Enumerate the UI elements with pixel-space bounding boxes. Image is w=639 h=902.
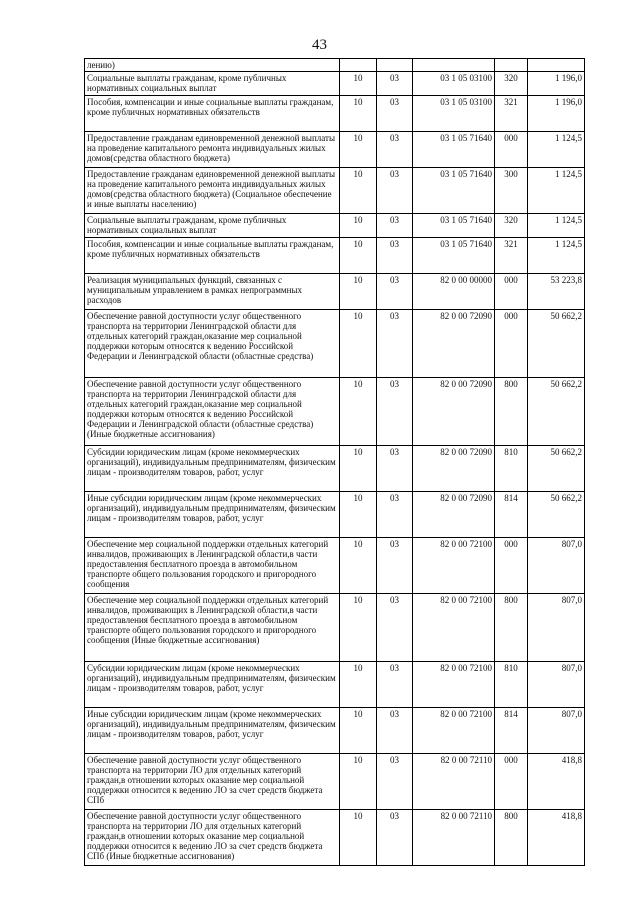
row-amount: 1 196,0: [528, 72, 585, 96]
row-type: 000: [495, 538, 528, 594]
row-section: 10: [340, 96, 377, 132]
row-amount: 53 223,8: [528, 274, 585, 310]
row-subsection: 03: [377, 810, 413, 866]
row-section: 10: [340, 662, 377, 708]
row-section: 10: [340, 132, 377, 168]
row-target: 03 1 05 71640: [413, 238, 495, 274]
row-subsection: 03: [377, 96, 413, 132]
row-target: 82 0 00 72100: [413, 538, 495, 594]
row-section: 10: [340, 378, 377, 446]
row-name: Социальные выплаты гражданам, кроме публичных нормативных социальных выплат: [85, 72, 340, 96]
row-target: 82 0 00 72110: [413, 754, 495, 810]
row-target: 82 0 00 72110: [413, 810, 495, 866]
row-subsection: 03: [377, 72, 413, 96]
row-type: 000: [495, 310, 528, 378]
row-type: [495, 59, 528, 72]
row-name: Иные субсидии юридическим лицам (кроме некоммерческих организаций), индивидуальным предпринимателям, физическим лицам - производителям товаров, работ, услуг: [85, 492, 340, 538]
row-section: 10: [340, 594, 377, 662]
row-amount: 1 124,5: [528, 168, 585, 214]
row-type: 000: [495, 132, 528, 168]
budget-table-body: [85, 59, 585, 866]
row-section: 10: [340, 214, 377, 238]
row-subsection: 03: [377, 446, 413, 492]
row-type: 000: [495, 274, 528, 310]
row-type: 000: [495, 754, 528, 810]
row-target: 03 1 05 71640: [413, 132, 495, 168]
row-amount: 807,0: [528, 662, 585, 708]
row-name: Обеспечение мер социальной поддержки отдельных категорий инвалидов, проживающих в Ленинградской области,в части предоставления бесплатного проезда в автомобильном транспорте общего пользования городского и пригородного сообщения: [85, 538, 340, 594]
row-amount: 1 124,5: [528, 238, 585, 274]
row-section: 10: [340, 274, 377, 310]
row-name: Обеспечение равной доступности услуг общественного транспорта на территории Ленинградской области для отдельных категорий граждан,оказание мер социальной поддержки которым относятся к ведению Российской Федерации и Ленинградской области (областные средства): [85, 310, 340, 378]
table-row: [85, 238, 585, 274]
row-amount: 1 124,5: [528, 214, 585, 238]
row-subsection: 03: [377, 594, 413, 662]
row-amount: 50 662,2: [528, 446, 585, 492]
row-type: 300: [495, 168, 528, 214]
row-type: 321: [495, 238, 528, 274]
row-target: 03 1 05 03100: [413, 72, 495, 96]
row-name: Социальные выплаты гражданам, кроме публичных нормативных социальных выплат: [85, 214, 340, 238]
row-subsection: 03: [377, 238, 413, 274]
row-name: Обеспечение равной доступности услуг общественного транспорта на территории Ленинградской области для отдельных категорий граждан,оказание мер социальной поддержки которым относятся к ведению Российской Федерации и Ленинградской области (областные средства) (Иные бюджетные ассигнования): [85, 378, 340, 446]
row-subsection: 03: [377, 310, 413, 378]
row-section: 10: [340, 538, 377, 594]
row-type: 814: [495, 492, 528, 538]
row-subsection: 03: [377, 492, 413, 538]
table-row: [85, 96, 585, 132]
row-type: 320: [495, 214, 528, 238]
page-number: 43: [312, 37, 327, 53]
row-type: 810: [495, 446, 528, 492]
row-name: Реализация муниципальных функций, связанных с муниципальным управлением в рамках непрограммных расходов: [85, 274, 340, 310]
row-subsection: 03: [377, 754, 413, 810]
row-subsection: 03: [377, 538, 413, 594]
row-target: 82 0 00 72090: [413, 378, 495, 446]
table-row: [85, 214, 585, 238]
row-name: Обеспечение равной доступности услуг общественного транспорта на территории ЛО для отдельных категорий граждан,в отношении которых оказание мер социальной поддержки относится к ведению ЛО за счет средств бюджета СПб: [85, 754, 340, 810]
row-target: 82 0 00 72090: [413, 446, 495, 492]
row-target: 82 0 00 72090: [413, 310, 495, 378]
row-subsection: 03: [377, 274, 413, 310]
row-target: 82 0 00 72100: [413, 662, 495, 708]
row-section: 10: [340, 810, 377, 866]
row-name: лению): [85, 59, 340, 72]
row-name: Предоставление гражданам единовременной денежной выплаты на проведение капитального ремонта индивидуальных жилых домов(средства областного бюджета): [85, 132, 340, 168]
row-section: 10: [340, 238, 377, 274]
row-section: 10: [340, 72, 377, 96]
row-amount: 1 124,5: [528, 132, 585, 168]
table-row: [85, 754, 585, 810]
row-name: Обеспечение равной доступности услуг общественного транспорта на территории ЛО для отдельных категорий граждан,в отношении которых оказание мер социальной поддержки относится к ведению ЛО за счет средств бюджета СПб (Иные бюджетные ассигнования): [85, 810, 340, 866]
row-amount: 807,0: [528, 538, 585, 594]
row-subsection: 03: [377, 132, 413, 168]
table-row: [85, 594, 585, 662]
row-type: 800: [495, 810, 528, 866]
row-type: 814: [495, 708, 528, 754]
row-amount: 50 662,2: [528, 492, 585, 538]
row-section: 10: [340, 492, 377, 538]
row-subsection: 03: [377, 168, 413, 214]
row-subsection: 03: [377, 662, 413, 708]
row-subsection: [377, 59, 413, 72]
row-name: Обеспечение мер социальной поддержки отдельных категорий инвалидов, проживающих в Ленинградской области,в части предоставления бесплатного проезда в автомобильном транспорте общего пользования городского и пригородного сообщения (Иные бюджетные ассигнования): [85, 594, 340, 662]
table-row: [85, 132, 585, 168]
row-target: 82 0 00 72090: [413, 492, 495, 538]
row-amount: 50 662,2: [528, 378, 585, 446]
row-type: 320: [495, 72, 528, 96]
table-row: [85, 72, 585, 96]
row-section: 10: [340, 446, 377, 492]
row-name: Иные субсидии юридическим лицам (кроме некоммерческих организаций), индивидуальным предпринимателям, физическим лицам - производителям товаров, работ, услуг: [85, 708, 340, 754]
row-subsection: 03: [377, 214, 413, 238]
table-row: [85, 810, 585, 866]
row-target: 03 1 05 71640: [413, 214, 495, 238]
table-row: [85, 168, 585, 214]
row-section: 10: [340, 708, 377, 754]
row-amount: 50 662,2: [528, 310, 585, 378]
row-amount: 807,0: [528, 708, 585, 754]
row-type: 321: [495, 96, 528, 132]
row-amount: 418,8: [528, 754, 585, 810]
row-target: 03 1 05 03100: [413, 96, 495, 132]
row-section: 10: [340, 310, 377, 378]
row-name: Пособия, компенсации и иные социальные выплаты гражданам, кроме публичных нормативных обязательств: [85, 238, 340, 274]
table-row: [85, 492, 585, 538]
row-section: 10: [340, 754, 377, 810]
row-subsection: 03: [377, 378, 413, 446]
row-name: Субсидии юридическим лицам (кроме некоммерческих организаций), индивидуальным предпринимателям, физическим лицам - производителям товаров, работ, услуг: [85, 662, 340, 708]
table-row: [85, 538, 585, 594]
row-type: 800: [495, 594, 528, 662]
row-target: 03 1 05 71640: [413, 168, 495, 214]
table-row: [85, 446, 585, 492]
row-subsection: 03: [377, 708, 413, 754]
row-amount: 418,8: [528, 810, 585, 866]
table-row: [85, 708, 585, 754]
table-row: [85, 59, 585, 72]
row-target: 82 0 00 72100: [413, 708, 495, 754]
row-name: Субсидии юридическим лицам (кроме некоммерческих организаций), индивидуальным предпринимателям, физическим лицам - производителям товаров, работ, услуг: [85, 446, 340, 492]
row-name: Предоставление гражданам единовременной денежной выплаты на проведение капитального ремонта индивидуальных жилых домов(средства областного бюджета) (Социальное обеспечение и иные выплаты населению): [85, 168, 340, 214]
row-type: 800: [495, 378, 528, 446]
row-target: 82 0 00 00000: [413, 274, 495, 310]
table-row: [85, 310, 585, 378]
row-amount: [528, 59, 585, 72]
row-section: 10: [340, 168, 377, 214]
table-row: [85, 274, 585, 310]
row-amount: 1 196,0: [528, 96, 585, 132]
row-type: 810: [495, 662, 528, 708]
row-name: Пособия, компенсации и иные социальные выплаты гражданам, кроме публичных нормативных обязательств: [85, 96, 340, 132]
table-row: [85, 378, 585, 446]
row-section: [340, 59, 377, 72]
row-target: 82 0 00 72100: [413, 594, 495, 662]
budget-table: [84, 58, 585, 866]
table-row: [85, 662, 585, 708]
row-amount: 807,0: [528, 594, 585, 662]
row-target: [413, 59, 495, 72]
